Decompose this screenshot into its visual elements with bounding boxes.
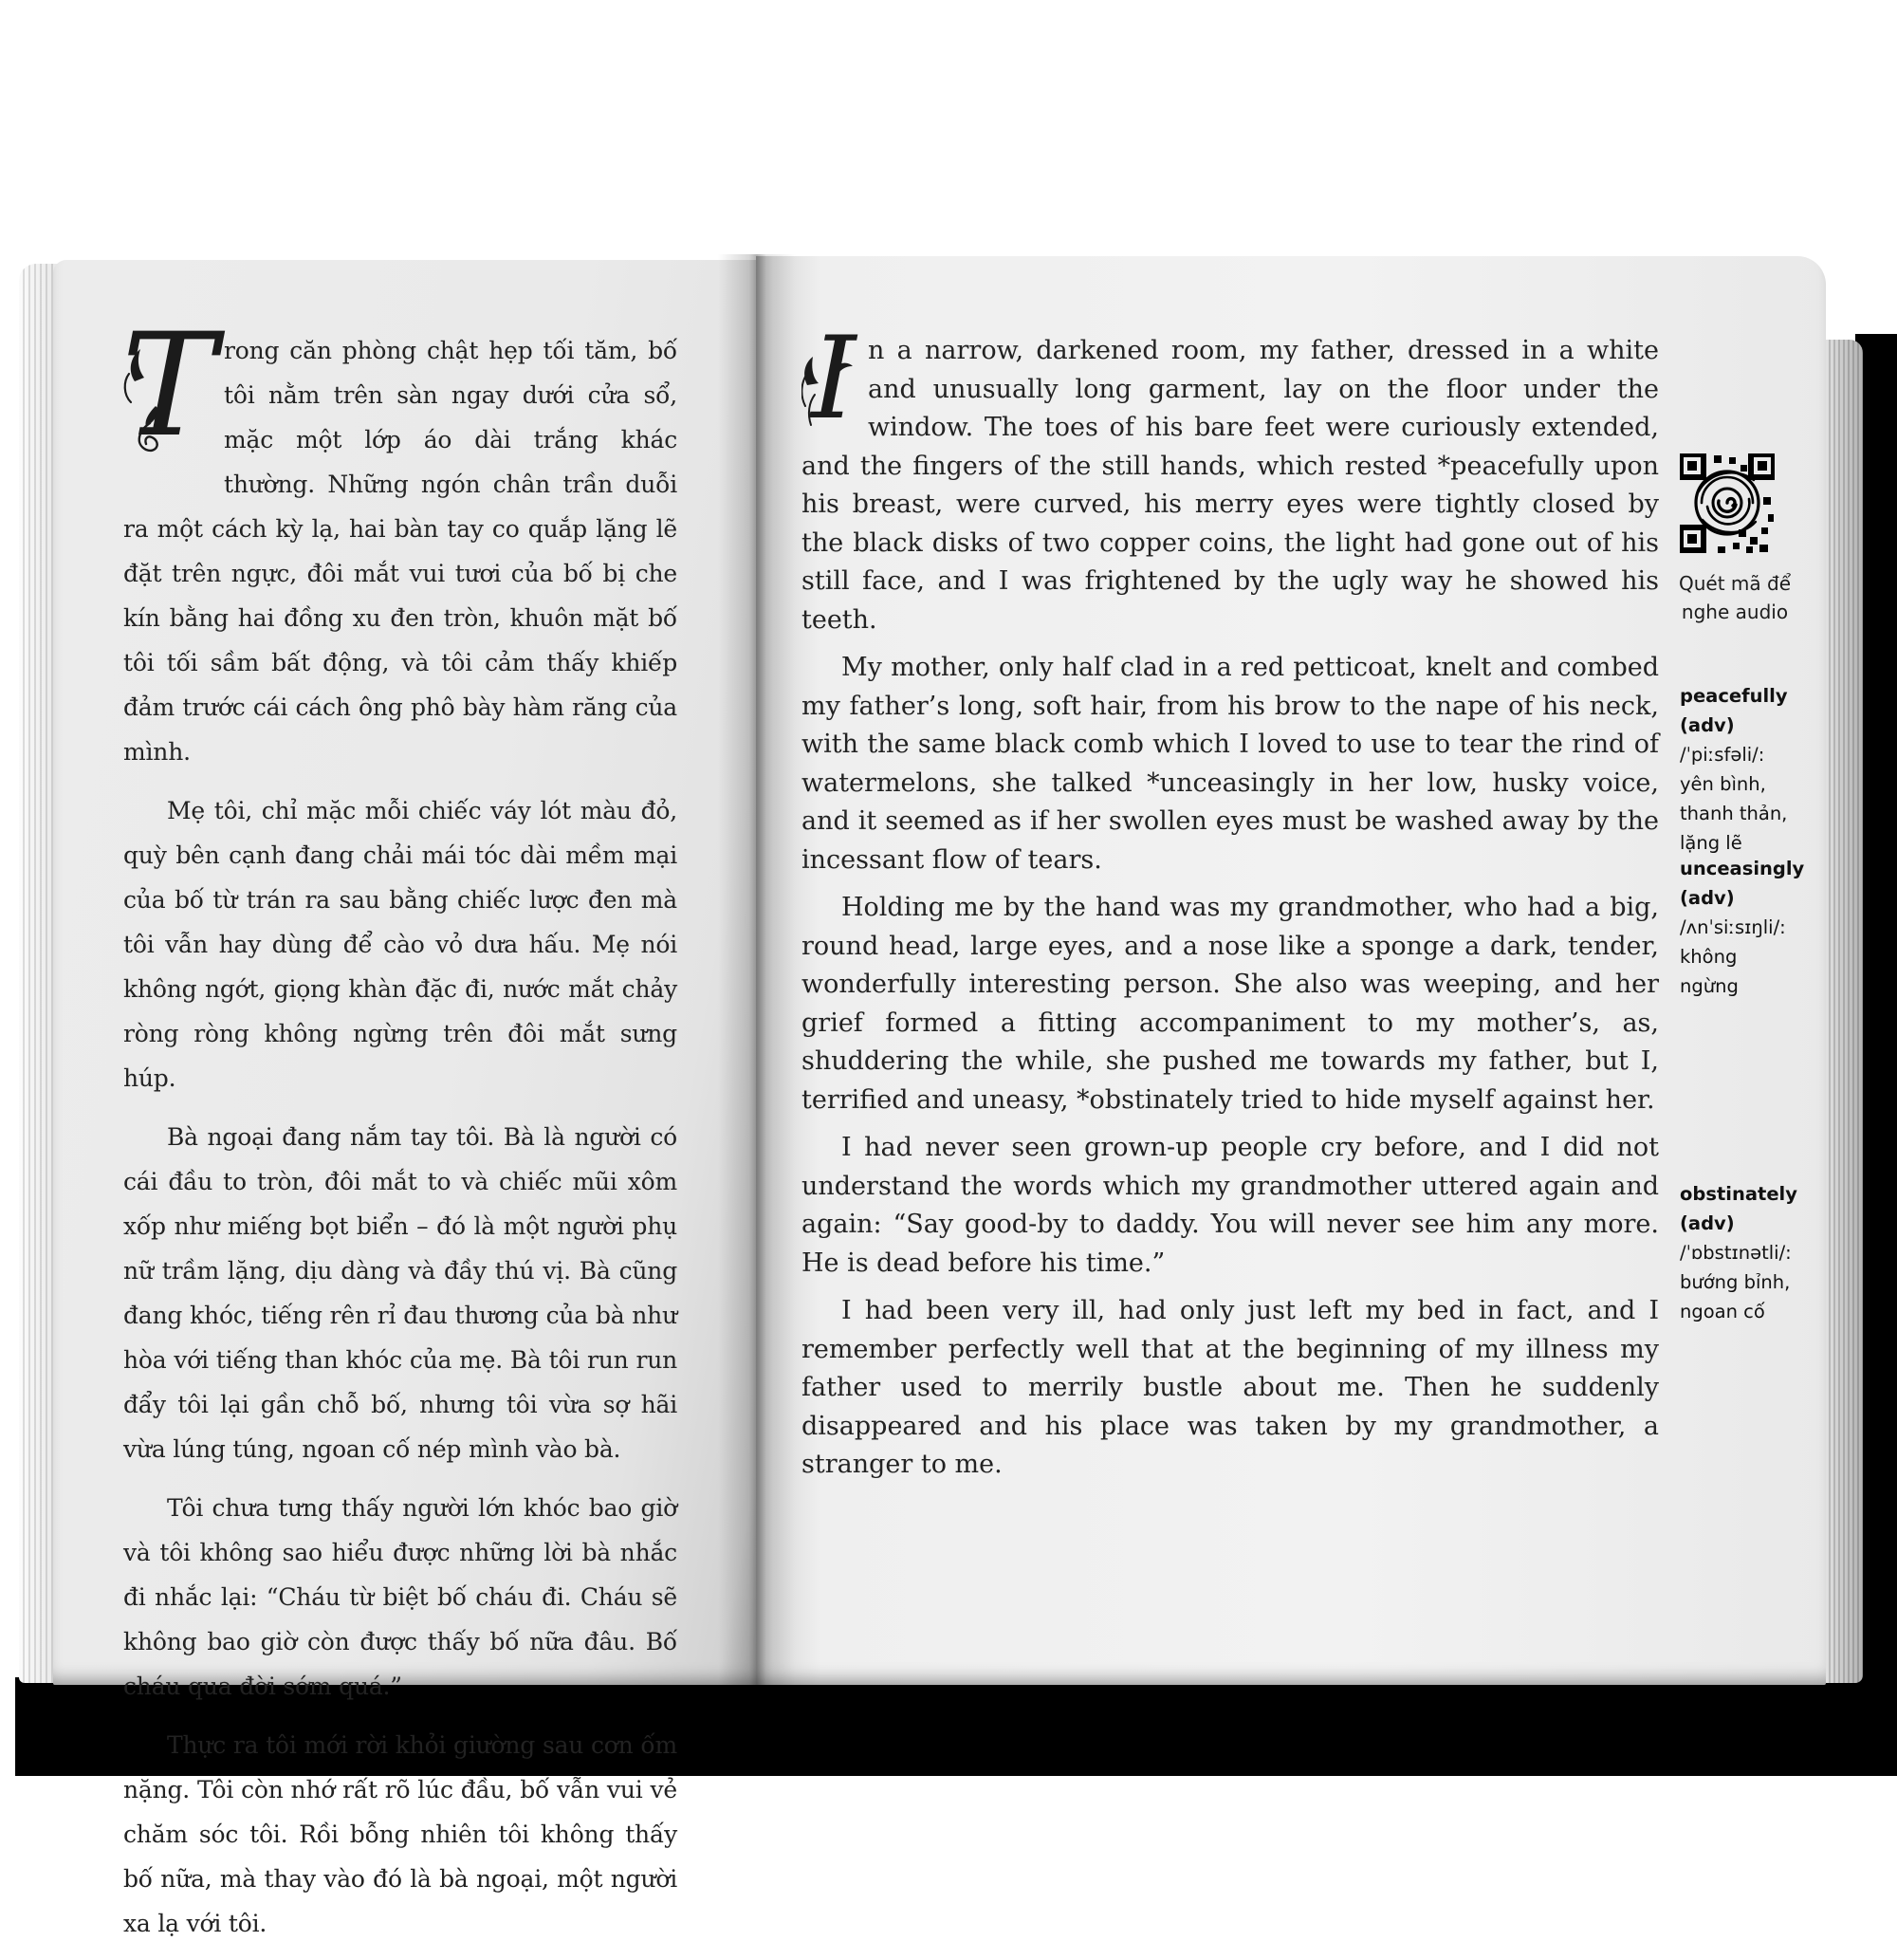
vocab-meaning: không ngừng: [1680, 946, 1739, 997]
vocab-ipa: /ʌnˈsiːsɪŋli/:: [1680, 916, 1786, 938]
open-book-spread: [19, 254, 1863, 1937]
right-page: [756, 256, 1826, 1685]
english-paragraph-4: I had never seen grown-up people cry before, and I did not understand the words which my grandmother uttered again and again: “Say good-by to daddy. You will never see him any more. He is dead before his time.”: [801, 1133, 1659, 1278]
vocab-pos: (adv): [1680, 1212, 1735, 1234]
vietnamese-paragraph-5: Thực ra tôi mới rời khỏi giường sau cơn ốm nặng. Tôi còn nhớ rất rõ lúc đầu, bố vẫn vui vẻ chăm sóc tôi. Rồi bỗng nhiên tôi không thấy bố nữa, mà thay vào đó là bà ngoại, một người xa lạ với tôi.: [123, 1731, 677, 1937]
vocab-pos: (adv): [1680, 887, 1735, 909]
english-paragraph-1: I n a narrow, darkened room, my father, dressed in a white and unusually long garment, lay on the floor under the window. The toes of his bare feet were curiously extended, and the fingers of the still hands, which rested *peacefully upon his breast, were curved, his merry eyes were tightly closed by the black disks of two copper coins, the light had gone out of his still face, and I was frightened by the ugly way he showed his teeth.: [801, 313, 1659, 635]
vocab-ipa: /ˈpiːsfəli/:: [1680, 744, 1765, 766]
vocab-meaning: bướng bỉnh, ngoan cố: [1680, 1271, 1791, 1322]
drop-cap-ornament-t: [121, 304, 216, 469]
left-page: [53, 260, 756, 1937]
english-text-column: [801, 313, 1659, 1494]
vietnamese-paragraph-3: Bà ngoại đang nắm tay tôi. Bà là người có cái đầu to tròn, đôi mắt to và chiếc mũi xôm xốp như miếng bọt biển – đó là một người phụ nữ trầm lặng, dịu dàng và đầy thú vị. Bà cũng đang khóc, tiếng rên rỉ đau thương của bà như hòa với tiếng than khóc của mẹ. Bà tôi run run đẩy tôi lại gần chỗ bố, nhưng tôi vừa sợ hãi vừa lúng túng, ngoan cố nép mình vào bà.: [123, 1123, 677, 1463]
vocab-meaning: yên bình, thanh thản, lặng lẽ: [1680, 773, 1788, 854]
drop-cap-letter: I: [811, 313, 856, 445]
vocab-entry-unceasingly: [1680, 854, 1805, 1001]
vocab-pos: (adv): [1680, 714, 1735, 736]
qr-caption: Quét mã để nghe audio: [1678, 572, 1792, 623]
vocab-word: obstinately: [1680, 1183, 1797, 1205]
english-paragraph-3: Holding me by the hand was my grandmother, who had a big, round head, large eyes, and a nose like a sponge a dark, tender, wonderfully interesting person. She also was weeping, and her grief formed a fitting accompaniment to my mother’s, as, shuddering the while, she pushed me towards my father, but I, terrified and uneasy, *obstinately tried to hide myself against her.: [801, 893, 1659, 1115]
drop-cap-letter: T: [121, 304, 216, 469]
vocab-word: peacefully: [1680, 685, 1788, 707]
vocab-ipa: /ˈɒbstɪnətli/:: [1680, 1242, 1792, 1264]
vietnamese-text-column: [121, 304, 677, 1960]
vietnamese-paragraph-1: T rong căn phòng chật hẹp tối tăm, bố tôi nằm trên sàn ngay dưới cửa sổ, mặc một lớp áo dài trắng khác thường. Những ngón chân trần duỗi ra một cách kỳ lạ, hai bàn tay co quắp lặng lẽ đặt trên ngực, đôi mắt vui tươi của bố bị che kín bằng hai đồng xu đen tròn, khuôn mặt bố tôi tối sầm bất động, và tôi cảm thấy khiếp đảm trước cái cách ông phô bày hàm răng của mình.: [121, 304, 677, 766]
vocab-entry-obstinately: [1680, 1179, 1801, 1326]
drop-cap-ornament-i: [801, 313, 856, 445]
vietnamese-paragraph-2: Mẹ tôi, chỉ mặc mỗi chiếc váy lót màu đỏ, quỳ bên cạnh đang chải mái tóc dài mềm mại của bố từ trán ra sau bằng chiếc lược đen mà tôi vẫn hay dùng để cào vỏ dưa hấu. Mẹ nói không ngớt, giọng khàn đặc đi, nước mắt chảy ròng ròng không ngừng trên đôi mắt sưng húp.: [123, 797, 677, 1092]
vocab-entry-peacefully: [1680, 681, 1801, 858]
vocab-word: unceasingly: [1680, 858, 1805, 879]
right-page-fore-edge-stack: [1821, 340, 1863, 1683]
vietnamese-paragraph-4: Tôi chưa tưng thấy người lớn khóc bao giờ và tôi không sao hiểu được những lời bà nhắc đi nhắc lại: “Cháu từ biệt bố cháu đi. Cháu sẽ không bao giờ còn được thấy bố nữa đâu. Bố cháu qua đời sớm quá.”: [123, 1494, 677, 1700]
english-paragraph-5: I had been very ill, had only just left my bed in fact, and I remember perfectly well that at the beginning of my illness my father used to merrily bustle about me. Then he suddenly disappeared and his place was taken by my grandmother, a stranger to me.: [801, 1296, 1659, 1479]
qr-code-audio: [1680, 453, 1775, 554]
english-paragraph-2: My mother, only half clad in a red petticoat, knelt and combed my father’s long, soft hair, from his brow to the nape of his neck, with the same black comb which I loved to use to tear the rind of watermelons, she talked *unceasingly in her low, husky voice, and it seemed as if her swollen eyes must be washed away by the incessant flow of tears.: [801, 653, 1659, 875]
